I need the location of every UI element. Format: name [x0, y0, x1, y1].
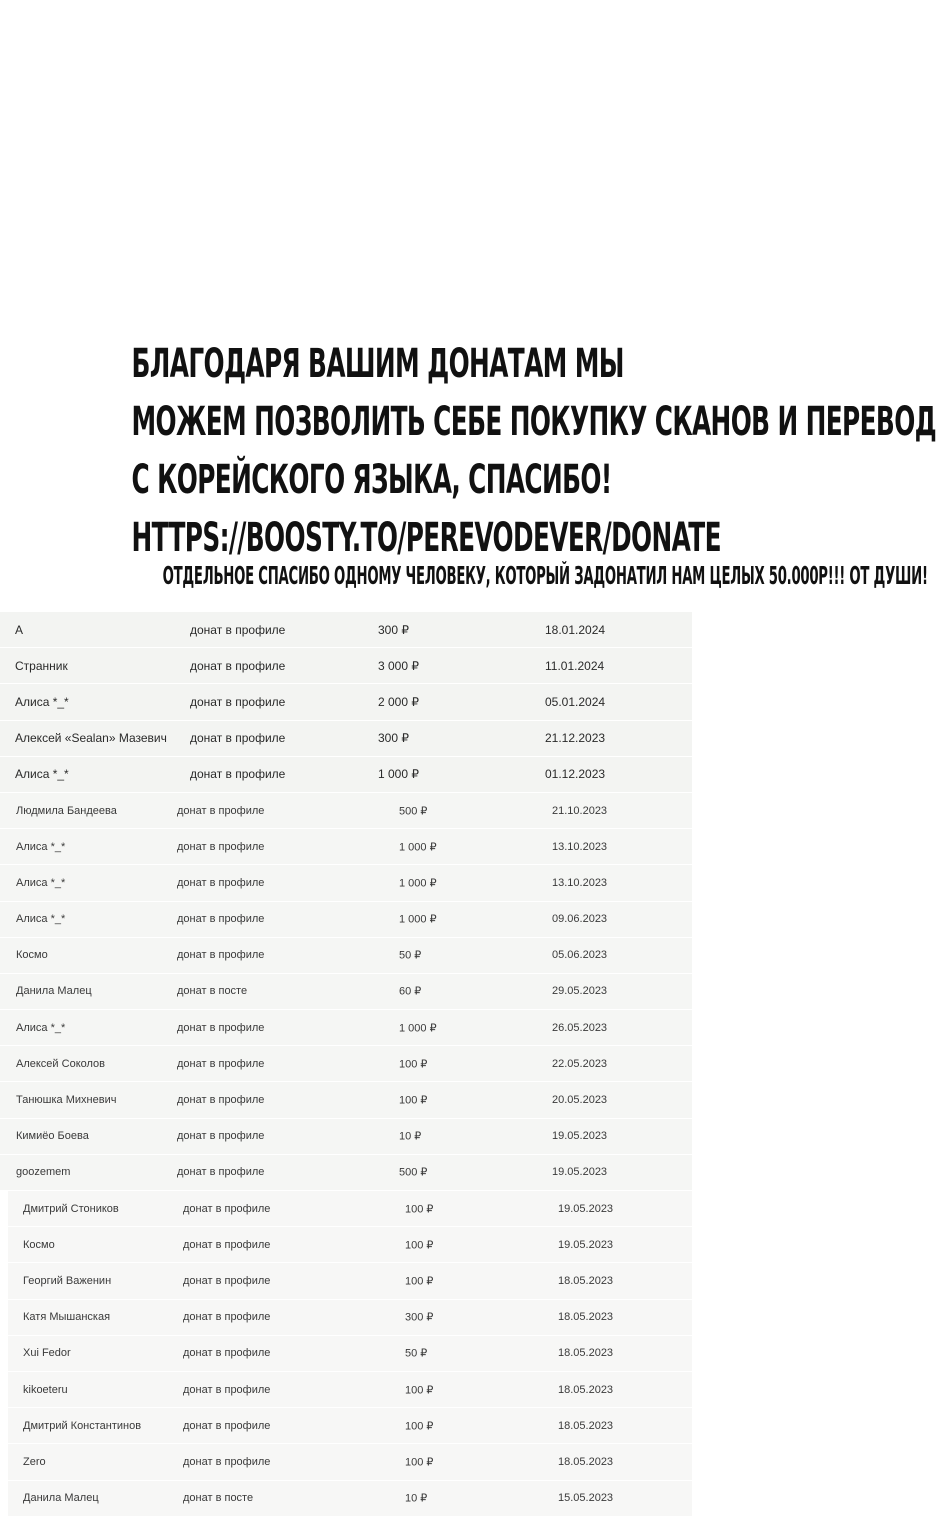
donation-type: донат в профиле [190, 622, 286, 637]
donation-row [0, 974, 692, 1010]
donation-amount: 300 ₽ [378, 731, 409, 746]
donation-type: донат в профиле [183, 1274, 271, 1287]
donate-link[interactable]: HTTPS://BOOSTY.TO/PEREVODEVER/DONATE [131, 515, 721, 561]
donation-type: донат в профиле [177, 804, 265, 817]
donation-amount: 2 000 ₽ [378, 694, 419, 709]
donation-row [8, 1372, 692, 1408]
donation-row [0, 1082, 692, 1118]
donor-name: Людмила Бандеева [16, 804, 117, 817]
donation-type: донат в профиле [183, 1455, 271, 1468]
donation-date: 18.05.2023 [558, 1455, 614, 1468]
donation-date: 19.05.2023 [558, 1238, 614, 1251]
donations-group-recent [0, 612, 692, 793]
donation-row [8, 1227, 692, 1263]
donation-row [0, 829, 692, 865]
donation-type: донат в профиле [183, 1238, 271, 1251]
donation-date: 21.10.2023 [552, 804, 608, 817]
donation-row [0, 721, 692, 757]
donor-name: Алиса *_* [16, 913, 66, 926]
donation-date: 18.05.2023 [558, 1419, 614, 1432]
donation-date: 05.01.2024 [545, 694, 606, 709]
donation-amount: 50 ₽ [405, 1347, 428, 1360]
donation-date: 19.05.2023 [558, 1202, 614, 1215]
donation-type: донат в посте [177, 985, 248, 998]
donations-group-middle [0, 793, 692, 1191]
donor-name: Алиса *_* [16, 1021, 66, 1034]
donor-name: Данила Малец [23, 1492, 99, 1505]
donation-date: 18.05.2023 [558, 1274, 614, 1287]
donor-name: А [15, 622, 24, 637]
donation-row [0, 1010, 692, 1046]
donation-date: 18.05.2023 [558, 1347, 614, 1360]
donation-date: 22.05.2023 [552, 1057, 608, 1070]
donation-date: 11.01.2024 [545, 658, 605, 673]
donation-date: 20.05.2023 [552, 1094, 608, 1107]
donation-row [0, 793, 692, 829]
donation-date: 19.05.2023 [552, 1130, 608, 1143]
donation-type: донат в профиле [177, 1166, 265, 1179]
donation-date: 19.05.2023 [552, 1166, 608, 1179]
donation-type: донат в профиле [177, 949, 265, 962]
donation-type: донат в профиле [190, 731, 286, 746]
donation-type: донат в профиле [177, 1094, 265, 1107]
donation-type: донат в профиле [177, 1130, 265, 1143]
donation-row [0, 757, 692, 793]
donation-type: донат в профиле [177, 1057, 265, 1070]
donation-type: донат в профиле [177, 913, 265, 926]
donor-name: Танюшка Михневич [16, 1094, 117, 1107]
donation-type: донат в профиле [190, 658, 286, 673]
donor-name: Xui Fedor [23, 1347, 71, 1360]
banner-line-1: БЛАГОДАРЯ ВАШИМ ДОНАТАМ МЫ [131, 341, 624, 387]
donation-date: 05.06.2023 [552, 949, 608, 962]
donation-amount: 100 ₽ [399, 1094, 428, 1107]
donation-date: 29.05.2023 [552, 985, 608, 998]
donation-amount: 100 ₽ [405, 1239, 434, 1252]
donation-amount: 100 ₽ [405, 1275, 434, 1288]
donor-name: kikoeteru [23, 1383, 68, 1396]
donor-name: Странник [15, 658, 68, 673]
donation-type: донат в профиле [177, 1021, 265, 1034]
donor-name: Кимиёо Боева [16, 1130, 89, 1143]
donation-date: 01.12.2023 [545, 767, 606, 782]
donor-name: Дмитрий Константинов [23, 1419, 142, 1432]
donation-row [0, 938, 692, 974]
donation-row [8, 1408, 692, 1444]
donation-date: 13.10.2023 [552, 840, 608, 853]
donation-amount: 500 ₽ [399, 805, 428, 818]
donor-name: Георгий Важенин [23, 1274, 112, 1287]
donations-table [0, 612, 692, 1517]
special-thanks-note: ОТДЕЛЬНОЕ СПАСИБО ОДНОМУ ЧЕЛОВЕКУ, КОТОРЫЙ ЗАДОНАТИЛ НАМ ЦЕЛЫХ 50.000Р!!! ОТ ДУШИ! [162, 561, 928, 590]
donation-amount: 100 ₽ [405, 1420, 434, 1433]
donation-amount: 100 ₽ [405, 1203, 434, 1216]
donation-date: 18.05.2023 [558, 1383, 614, 1396]
donor-name: Алексей Соколов [16, 1057, 106, 1070]
donation-type: донат в профиле [183, 1347, 271, 1360]
donation-amount: 10 ₽ [405, 1492, 428, 1505]
donation-amount: 1 000 ₽ [399, 877, 437, 890]
donation-date: 18.01.2024 [545, 622, 606, 637]
donor-name: Алиса *_* [15, 767, 69, 782]
donor-name: Алексей «Sealan» Мазевич [15, 731, 167, 746]
donor-name: Zero [23, 1455, 46, 1468]
donation-type: донат в профиле [183, 1202, 271, 1215]
donation-date: 21.12.2023 [545, 731, 606, 746]
donation-date: 26.05.2023 [552, 1021, 608, 1034]
donor-name: Данила Малец [16, 985, 92, 998]
donation-amount: 500 ₽ [399, 1166, 428, 1179]
donation-date: 15.05.2023 [558, 1492, 614, 1505]
donor-name: Дмитрий Стоников [23, 1202, 119, 1215]
donor-name: Алиса *_* [16, 876, 66, 889]
donation-amount: 3 000 ₽ [378, 658, 419, 673]
donation-amount: 50 ₽ [399, 949, 422, 962]
donation-type: донат в профиле [190, 767, 286, 782]
donation-amount: 300 ₽ [405, 1311, 434, 1324]
donation-row [8, 1444, 692, 1480]
donation-type: донат в профиле [190, 694, 286, 709]
donation-amount: 60 ₽ [399, 985, 422, 998]
donor-name: Космо [23, 1238, 55, 1251]
donation-amount: 300 ₽ [378, 622, 409, 637]
donation-amount: 100 ₽ [405, 1384, 434, 1397]
donation-row [0, 612, 692, 648]
donation-date: 09.06.2023 [552, 913, 608, 926]
donation-row [0, 684, 692, 720]
donation-type: донат в профиле [183, 1311, 271, 1324]
donor-name: Космо [16, 949, 48, 962]
donation-type: донат в профиле [177, 840, 265, 853]
donation-row [0, 1155, 692, 1191]
donation-amount: 1 000 ₽ [399, 913, 437, 926]
donor-name: Катя Мышанская [23, 1311, 111, 1324]
donation-type: донат в профиле [177, 876, 265, 889]
banner-line-2: МОЖЕМ ПОЗВОЛИТЬ СЕБЕ ПОКУПКУ СКАНОВ И ПЕРЕВОД [131, 399, 936, 445]
donation-row [0, 902, 692, 938]
donation-row [0, 1046, 692, 1082]
donation-row [0, 1119, 692, 1155]
donation-amount: 100 ₽ [405, 1456, 434, 1469]
donation-amount: 1 000 ₽ [378, 767, 419, 782]
donations-group-older [0, 1191, 692, 1517]
donation-date: 13.10.2023 [552, 876, 608, 889]
donation-type: донат в профиле [183, 1383, 271, 1396]
donation-row [8, 1481, 692, 1517]
donation-amount: 100 ₽ [399, 1058, 428, 1071]
donation-row [0, 865, 692, 901]
donor-name: goozemem [16, 1166, 71, 1179]
donation-amount: 10 ₽ [399, 1130, 422, 1143]
donation-row [8, 1191, 692, 1227]
donor-name: Алиса *_* [15, 694, 69, 709]
donor-name: Алиса *_* [16, 840, 66, 853]
donation-amount: 1 000 ₽ [399, 841, 437, 854]
donation-row [8, 1263, 692, 1299]
donation-date: 18.05.2023 [558, 1311, 614, 1324]
donation-type: донат в профиле [183, 1419, 271, 1432]
donation-amount: 1 000 ₽ [399, 1022, 437, 1035]
thanks-banner [0, 335, 936, 591]
donation-row [8, 1336, 692, 1372]
donation-row [8, 1300, 692, 1336]
banner-line-3: С КОРЕЙСКОГО ЯЗЫКА, СПАСИБО! [131, 457, 612, 503]
donation-row [0, 648, 692, 684]
donation-type: донат в посте [183, 1492, 254, 1505]
